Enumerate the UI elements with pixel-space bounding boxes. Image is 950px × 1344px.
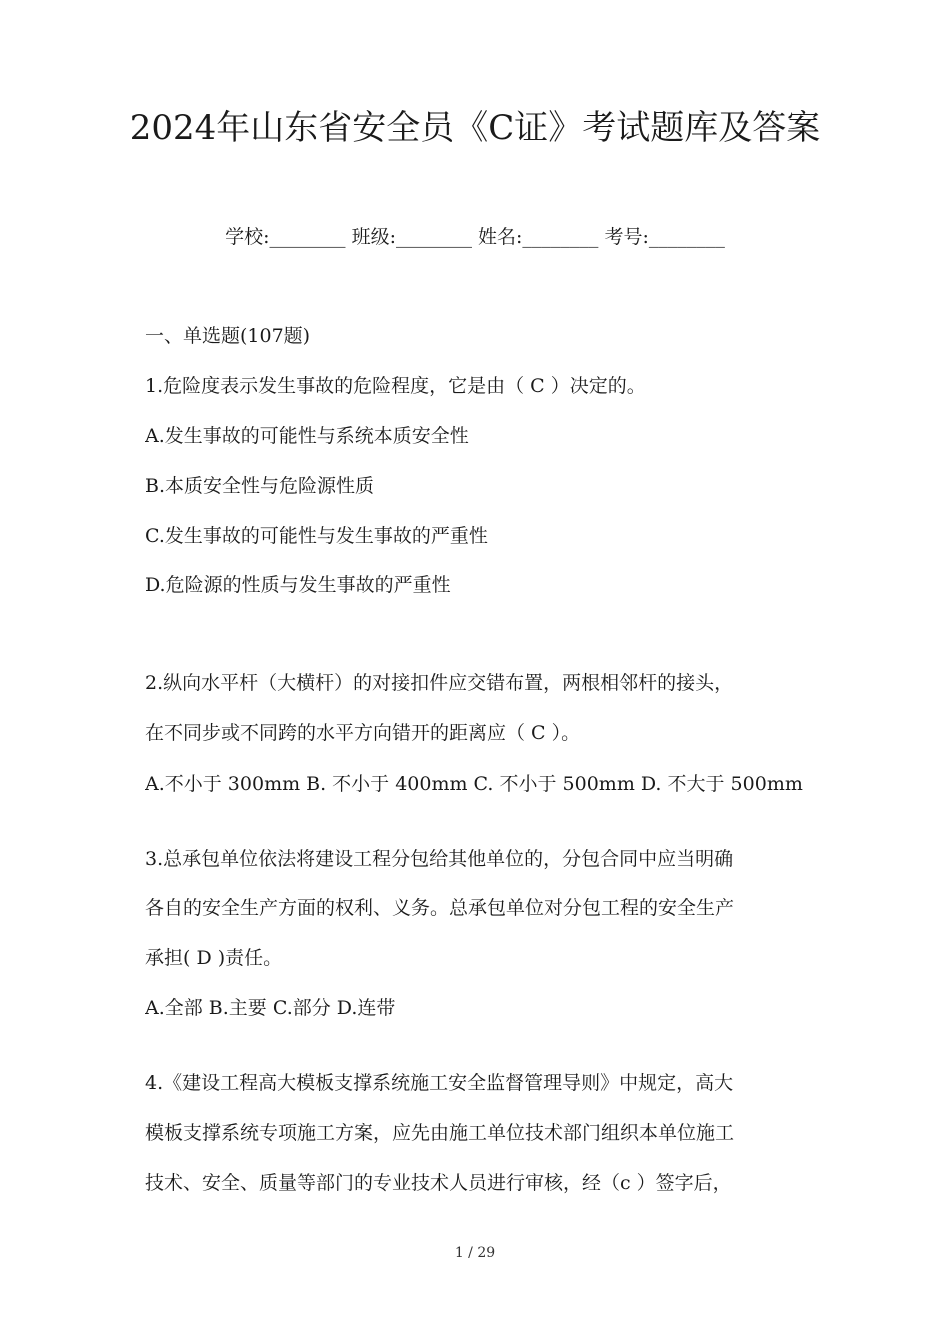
question-3-options: A.全部 B.主要 C.部分 D.连带 (145, 997, 396, 1019)
question-1-option-c: C.发生事故的可能性与发生事故的严重性 (145, 525, 488, 547)
section-heading: 一、单选题(107题) (145, 325, 311, 347)
question-2-stem-line-1: 2.纵向水平杆（大横杆）的对接扣件应交错布置，两根相邻杆的接头， (145, 672, 734, 694)
page-number: 1 / 29 (454, 1245, 496, 1261)
question-3-stem-line-1: 3.总承包单位依法将建设工程分包给其他单位的，分包合同中应当明确 (145, 848, 734, 870)
question-1-stem: 1.危险度表示发生事故的危险程度，它是由（ C ）决定的。 (145, 375, 646, 397)
question-2-stem-line-2: 在不同步或不同跨的水平方向错开的距离应（ C ）。 (145, 722, 581, 744)
student-info-line: 学校:________ 班级:________ 姓名:________ 考号:________ (225, 226, 725, 248)
question-2-options: A.不小于 300mm B. 不小于 400mm C. 不小于 500mm D. 不大于 500mm (145, 773, 803, 795)
question-1-option-a: A.发生事故的可能性与系统本质安全性 (145, 425, 469, 447)
question-1-option-b: B.本质安全性与危险源性质 (145, 475, 375, 497)
question-4-stem-line-1: 4.《建设工程高大模板支撑系统施工安全监督管理导则》中规定，高大 (145, 1072, 734, 1094)
question-1-option-d: D.危险源的性质与发生事故的严重性 (145, 574, 451, 596)
question-4-stem-line-3: 技术、安全、质量等部门的专业技术人员进行审核，经（c ）签字后， (145, 1172, 732, 1194)
question-3-stem-line-2: 各自的安全生产方面的权利、义务。总承包单位对分包工程的安全生产 (145, 897, 735, 919)
question-4-stem-line-2: 模板支撑系统专项施工方案，应先由施工单位技术部门组织本单位施工 (145, 1122, 735, 1144)
document-title: 2024年山东省安全员《C证》考试题库及答案 (129, 108, 821, 148)
question-3-stem-line-3: 承担( D )责任。 (145, 947, 283, 969)
